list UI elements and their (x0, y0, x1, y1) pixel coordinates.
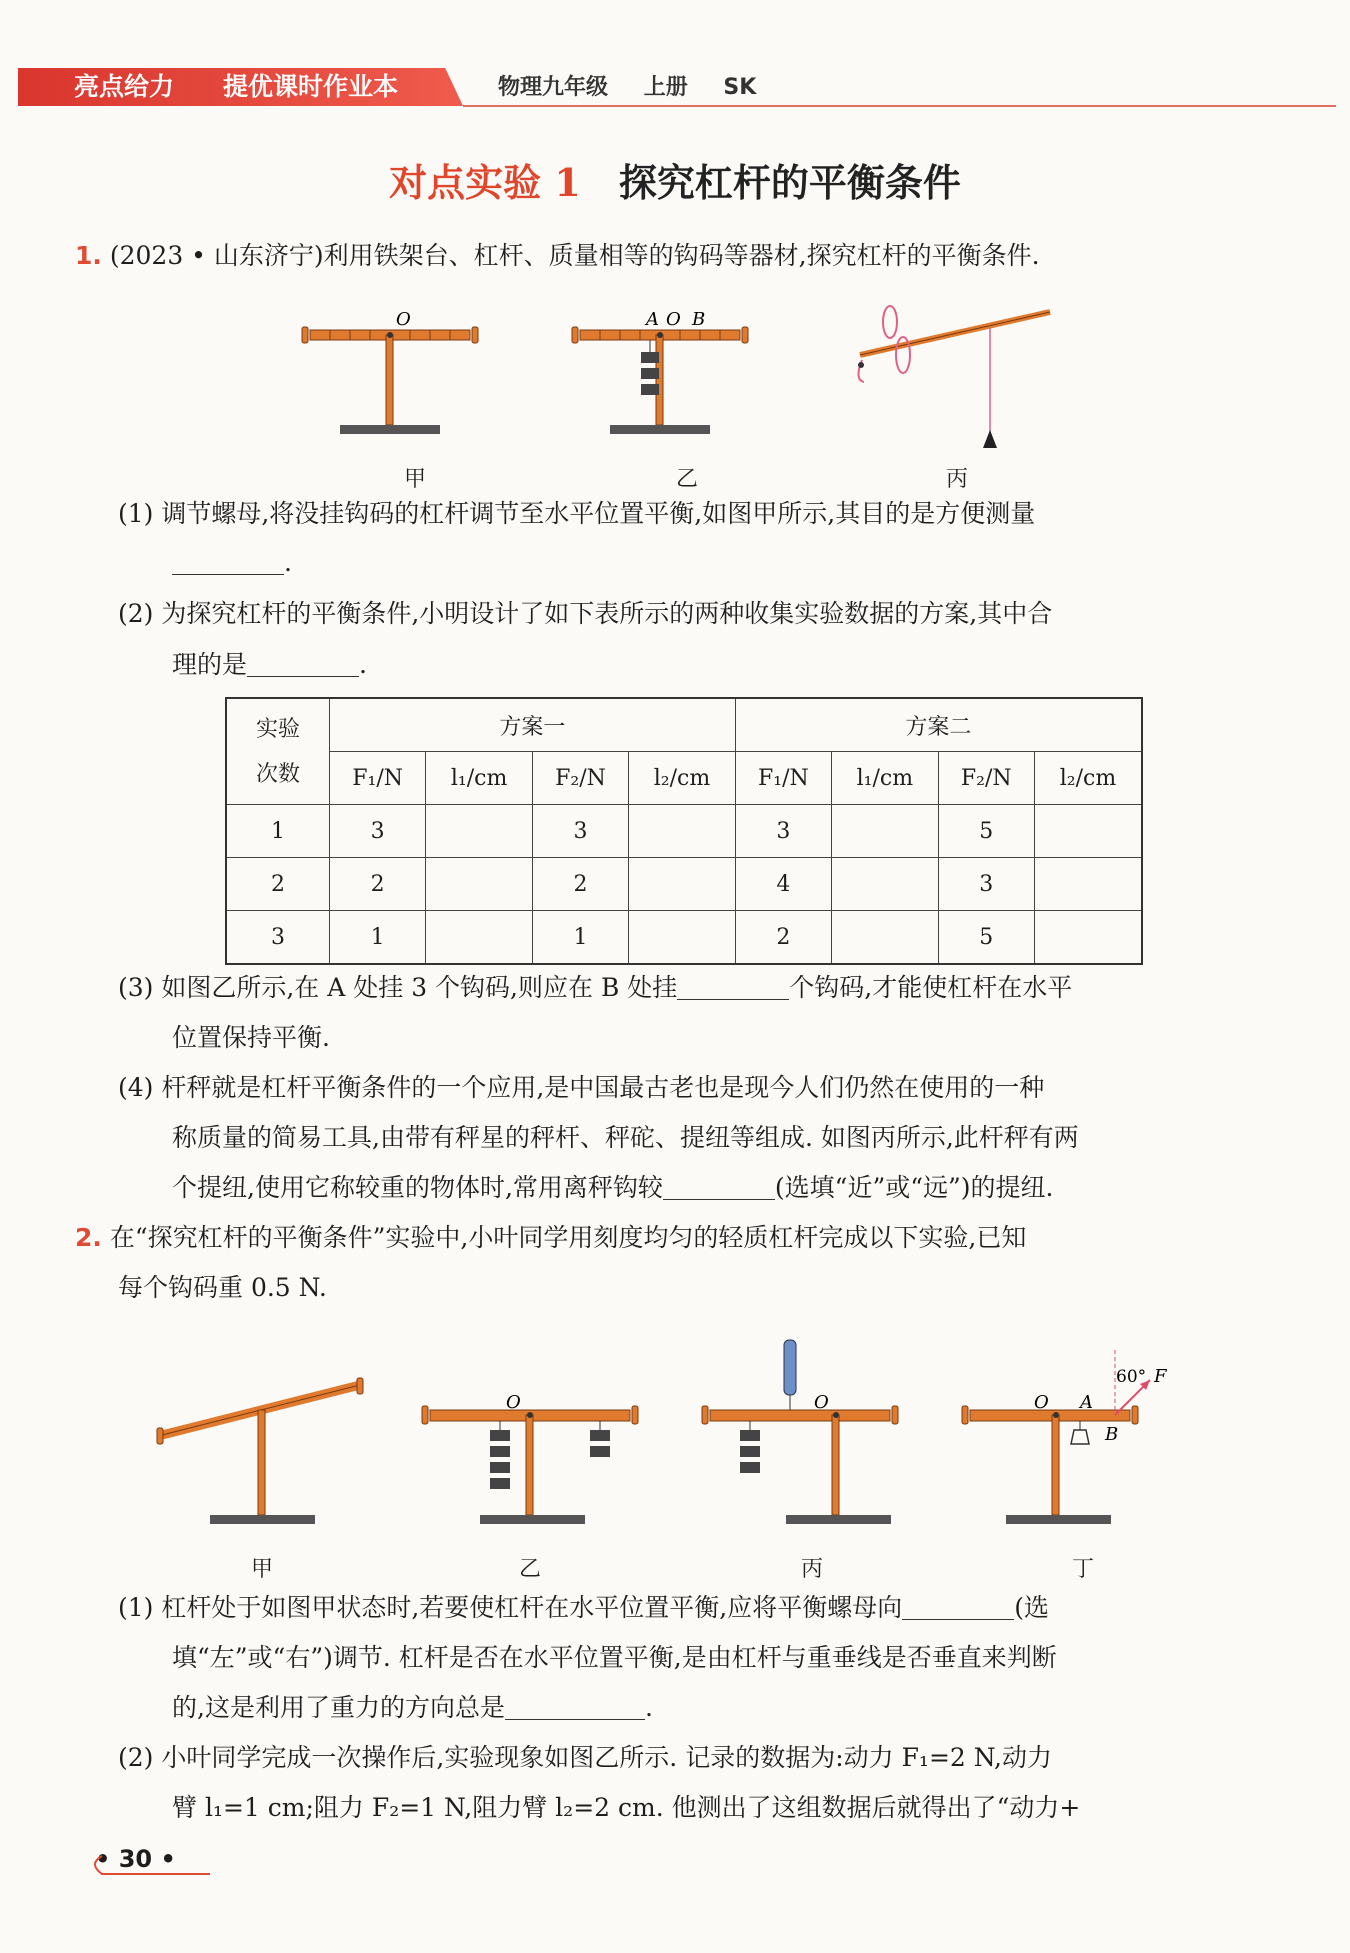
q1-jia-point-O: O (396, 309, 411, 330)
q2-part2-text2: 臂 l₁=1 cm;阻力 F₂=1 N,阻力臂 l₂=2 cm. 他测出了这组数据后就得出了“动力+ (172, 1793, 1081, 1822)
table-cell: 3 (532, 805, 628, 858)
q2-bing-point-O: O (814, 1392, 829, 1413)
q1-part1-line1 (118, 494, 1035, 534)
q1-part3-line1 (118, 968, 1072, 1008)
q1-fig-yi (572, 327, 748, 434)
col-header: l₂/cm (629, 752, 736, 805)
title-label: 对点实验 1 (389, 160, 581, 205)
header-info (498, 70, 784, 106)
table-cell[interactable] (426, 858, 533, 911)
brand-name: 亮点给力 (74, 72, 175, 101)
q2-fig-label-yi: 乙 (518, 1557, 541, 1582)
q2-stem: 在“探究杠杆的平衡条件”实验中,小叶同学用刻度均匀的轻质杠杆完成以下实验,已知 (109, 1223, 1027, 1252)
table-cell: 1 (226, 805, 330, 858)
subject: 物理九年级 (498, 75, 609, 100)
q1-part4-line1 (118, 1068, 1044, 1108)
q1-part4-text: (4) 杆秤就是杠杆平衡条件的一个应用,是中国最古老也是现今人们仍然在使用的一种 (118, 1073, 1045, 1102)
q1-part2-text2: 理的是 (172, 650, 248, 679)
q2-part1-text4: 的,这是利用了重力的方向总是 (172, 1693, 505, 1722)
edition: SK (723, 75, 757, 100)
q1-part2-line1 (118, 594, 1052, 634)
q1-part2-line2 (172, 645, 367, 685)
q1-part3-blank[interactable] (677, 971, 789, 1000)
q2-fig-label-bing: 丙 (800, 1557, 823, 1582)
table-cell[interactable] (629, 911, 736, 965)
q2-part1-line2 (172, 1638, 1057, 1678)
table-cell[interactable] (1034, 858, 1142, 911)
table-cell[interactable] (629, 805, 736, 858)
table-header-plan2: 方案二 (735, 698, 1142, 752)
q2-part1-text: (1) 杠杆处于如图甲状态时,若要使杠杆在水平位置平衡,应将平衡螺母向 (118, 1593, 903, 1622)
col-header: F₂/N (532, 752, 628, 805)
q1-figures (300, 300, 1060, 450)
q2-part1-line1 (118, 1588, 1049, 1628)
table-cell[interactable] (832, 858, 939, 911)
table-subheader-row (226, 752, 1142, 805)
q2-ding-point-O: O (1034, 1392, 1049, 1413)
table-cell: 2 (532, 858, 628, 911)
q2-figures (150, 1330, 1200, 1540)
table-header-row (226, 698, 1142, 752)
q2-stem2: 每个钩码重 0.5 N. (118, 1273, 327, 1302)
table-cell: 2 (735, 911, 831, 965)
q1-part4-text4: (选填“近”或“远”)的提纽. (774, 1173, 1054, 1202)
q2-number: 2. (75, 1223, 102, 1252)
table-row (226, 858, 1142, 911)
table-cell: 2 (330, 858, 426, 911)
col-header: l₁/cm (832, 752, 939, 805)
q1-stem: (2023 • 山东济宁)利用铁架台、杠杆、质量相等的钩码等器材,探究杠杆的平衡条件. (109, 241, 1040, 270)
q2-fig-jia (157, 1378, 363, 1524)
table-cell[interactable] (629, 858, 736, 911)
q2-ding-point-A: A (1080, 1392, 1093, 1413)
q2-part1-end: . (644, 1693, 653, 1722)
volume: 上册 (643, 75, 688, 100)
col-header: l₁/cm (426, 752, 533, 805)
q2-fig-label-jia: 甲 (250, 1557, 273, 1582)
q1-number: 1. (75, 241, 102, 270)
col-header: F₁/N (735, 752, 831, 805)
table-header-trial (226, 698, 330, 805)
q2-fig-label-ding: 丁 (1071, 1557, 1094, 1582)
data-table (225, 697, 1143, 965)
q1-part1-end: . (284, 548, 292, 577)
table-cell: 3 (330, 805, 426, 858)
q1-part1-text: (1) 调节螺母,将没挂钩码的杠杆调节至水平位置平衡,如图甲所示,其目的是方便测量 (118, 499, 1036, 528)
q2-part1-blank[interactable] (902, 1591, 1014, 1620)
q1-yi-point-O: O (666, 309, 681, 330)
q1-part3-text: (3) 如图乙所示,在 A 处挂 3 个钩码,则应在 B 处挂 (118, 973, 678, 1002)
header-trial-2: 次数 (255, 761, 300, 787)
table-cell: 3 (938, 858, 1034, 911)
q2-part2-line2 (172, 1788, 1080, 1828)
table-cell: 3 (735, 805, 831, 858)
q2-ding-angle: 60° (1116, 1367, 1147, 1387)
table-cell[interactable] (426, 911, 533, 965)
q1-part3-text2: 个钩码,才能使杠杆在水平 (789, 973, 1073, 1002)
q1-part1-line2 (172, 543, 292, 583)
q2-ding-point-B: B (1105, 1424, 1119, 1445)
table-header-plan1: 方案一 (330, 698, 736, 752)
q2-part1-text3: 填“左”或“右”)调节. 杠杆是否在水平位置平衡,是由杠杆与重垂线是否垂直来判断 (172, 1643, 1057, 1672)
series-name: 提优课时作业本 (223, 72, 399, 101)
q1-fig-jia (302, 327, 478, 434)
q2-fig-bing (702, 1340, 898, 1524)
table-row (226, 805, 1142, 858)
q1-yi-point-B: B (692, 309, 706, 330)
q2-part2-text: (2) 小叶同学完成一次操作后,实验现象如图乙所示. 记录的数据为:动力 F₁=2 N,动力 (118, 1743, 1052, 1772)
page-number: • 30 • (95, 1845, 176, 1873)
page-title (0, 152, 1350, 207)
q1-part4-text2: 称质量的简易工具,由带有秤星的秤杆、秤砣、提纽等组成. 如图丙所示,此杆秤有两 (172, 1123, 1079, 1152)
q2-fig-yi (422, 1406, 638, 1524)
q2-part1-text2: (选 (1014, 1593, 1050, 1622)
table-cell[interactable] (832, 911, 939, 965)
q2-stem-line2 (118, 1268, 327, 1308)
table-cell: 4 (735, 858, 831, 911)
page-number-decoration (82, 1852, 222, 1878)
table-row (226, 911, 1142, 965)
col-header: F₁/N (330, 752, 426, 805)
q1-part4-blank[interactable] (663, 1171, 775, 1200)
header-trial-1: 实验 (255, 716, 300, 742)
q1-part1-blank[interactable] (172, 546, 284, 575)
page-header (18, 62, 1336, 108)
q2-part1-line3 (172, 1688, 653, 1728)
q1-part2-blank[interactable] (247, 648, 359, 677)
table-cell[interactable] (832, 805, 939, 858)
q2-part1-blank2[interactable] (505, 1691, 645, 1720)
q1-part3-line2 (172, 1018, 330, 1058)
col-header: l₂/cm (1034, 752, 1142, 805)
table-cell: 1 (532, 911, 628, 965)
q2-ding-force: F (1154, 1366, 1167, 1387)
q1-part2-end: . (359, 650, 367, 679)
q1-part4-line2 (172, 1118, 1079, 1158)
col-header: F₂/N (938, 752, 1034, 805)
q1-part3-text3: 位置保持平衡. (172, 1023, 330, 1052)
q1-yi-point-A: A (646, 309, 659, 330)
table-cell: 3 (226, 911, 330, 965)
q1-part4-text3: 个提纽,使用它称较重的物体时,常用离秤钩较 (172, 1173, 663, 1202)
q1-part4-line3 (172, 1168, 1053, 1208)
q2-stem-line1 (75, 1218, 1026, 1258)
table-cell[interactable] (426, 805, 533, 858)
table-cell: 5 (938, 911, 1034, 965)
q1-fig-label-jia: 甲 (403, 467, 426, 492)
q1-fig-label-yi: 乙 (675, 467, 698, 492)
table-cell[interactable] (1034, 805, 1142, 858)
q1-fig-bing (858, 306, 1050, 448)
title-text: 探究杠杆的平衡条件 (618, 160, 961, 205)
table-cell: 1 (330, 911, 426, 965)
q1-stem-line (75, 236, 1040, 276)
table-cell: 2 (226, 858, 330, 911)
q2-yi-point-O: O (506, 1392, 521, 1413)
table-cell: 5 (938, 805, 1034, 858)
q1-part2-text: (2) 为探究杠杆的平衡条件,小明设计了如下表所示的两种收集实验数据的方案,其中合 (118, 599, 1053, 628)
q1-fig-label-bing: 丙 (945, 467, 968, 492)
table-cell[interactable] (1034, 911, 1142, 965)
q2-part2-line1 (118, 1738, 1052, 1778)
